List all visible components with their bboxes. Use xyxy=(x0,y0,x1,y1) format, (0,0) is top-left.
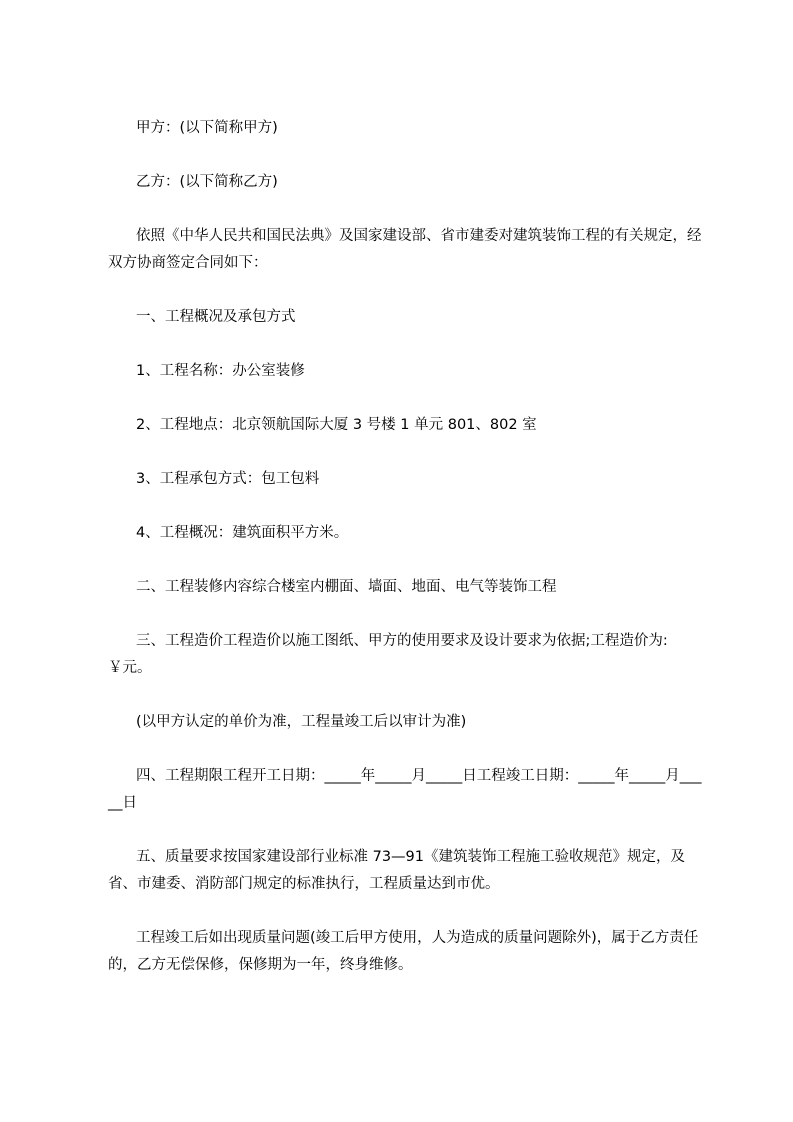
paragraph-warranty: 工程竣工后如出现质量问题(竣工后甲方使用，人为造成的质量问题除外)，属于乙方责任的，乙方无偿保修，保修期为一年，终身维修。 xyxy=(108,930,699,973)
section-heading-overview: 一、工程概况及承包方式 xyxy=(136,309,296,325)
section-heading-schedule: 四、工程期限工程开工日期：_____年_____月_____日工程竣工日期：_____年_____月_____日 xyxy=(108,768,702,811)
section-heading-quality: 五、质量要求按国家建设部行业标准 73—91《建筑装饰工程施工验收规范》规定，及省、市建委、消防部门规定的标准执行，工程质量达到市优。 xyxy=(108,849,686,892)
section-heading-cost: 三、工程造价工程造价以施工图纸、甲方的使用要求及设计要求为依据;工程造价为:￥元。 xyxy=(108,633,668,676)
paragraph-project-overview: 4、工程概况：建筑面积平方米。 xyxy=(136,525,349,541)
paragraph-contract-method: 3、工程承包方式：包工包料 xyxy=(136,471,320,487)
paragraph-project-location: 2、工程地点：北京领航国际大厦 3 号楼 1 单元 801、802 室 xyxy=(136,417,537,433)
paragraph-preamble: 依照《中华人民共和国民法典》及国家建设部、省市建委对建筑装饰工程的有关规定，经双方协商签定合同如下： xyxy=(108,228,702,271)
paragraph-party-a: 甲方：(以下简称甲方) xyxy=(136,120,278,136)
paragraph-party-b: 乙方：(以下简称乙方) xyxy=(136,174,278,190)
section-heading-content: 二、工程装修内容综合楼室内棚面、墙面、地面、电气等装饰工程 xyxy=(136,579,557,595)
paragraph-project-name: 1、工程名称：办公室装修 xyxy=(136,363,305,379)
paragraph-cost-note: (以甲方认定的单价为准，工程量竣工后以审计为准) xyxy=(136,714,467,730)
